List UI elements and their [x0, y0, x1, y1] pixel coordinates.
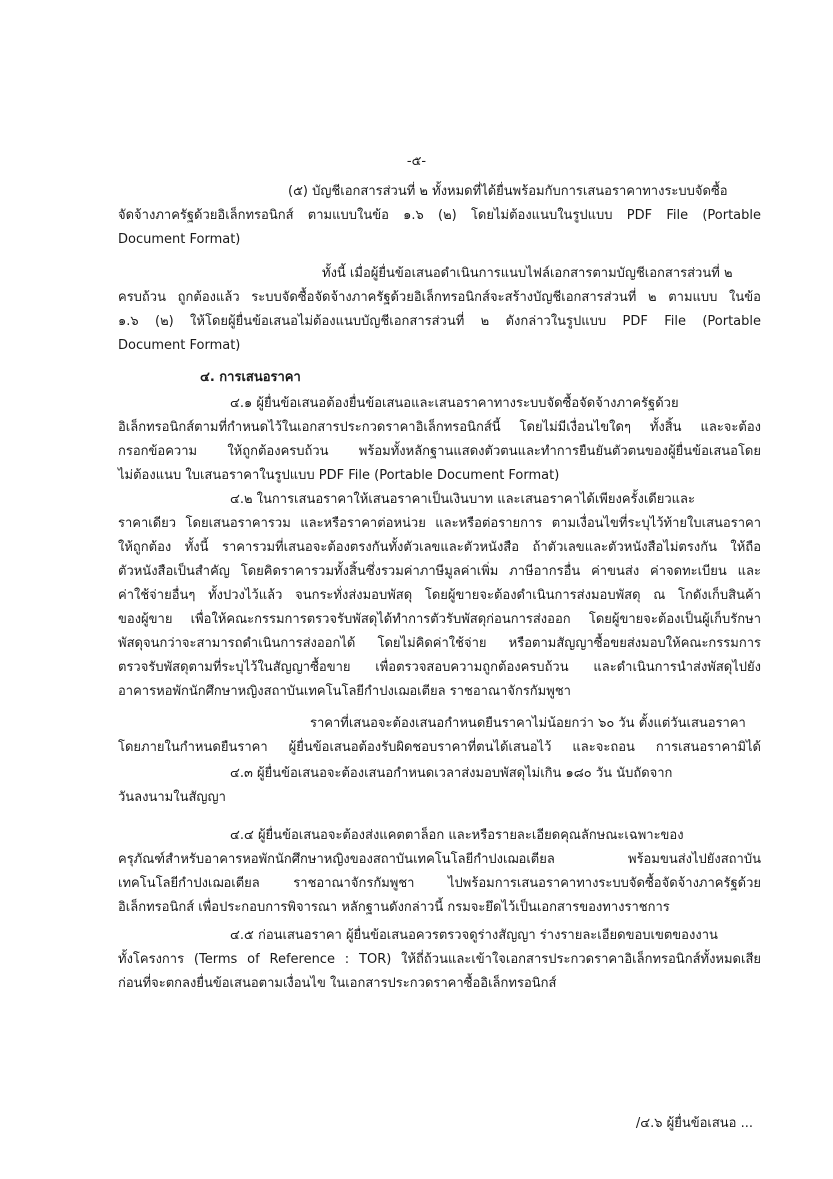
- text-line: ๔.๔ ผู้ยื่นข้อเสนอจะต้องส่งแคตตาล็อก และหรือรายละเอียดคุณลักษณะเฉพาะของ: [230, 828, 684, 843]
- text-line: (๕) บัญชีเอกสารส่วนที่ ๒ ทั้งหมดที่ได้ยื่นพร้อมกับการเสนอราคาทางระบบจัดซื้อ: [288, 184, 728, 199]
- text-line: ๔.๒ ในการเสนอราคาให้เสนอราคาเป็นเงินบาท และเสนอราคาได้เพียงครั้งเดียวและ: [230, 492, 695, 507]
- text-line: ๔.๕ ก่อนเสนอราคา ผู้ยื่นข้อเสนอควรตรวจดูร่างสัญญา ร่างรายละเอียดขอบเขตของงาน: [230, 928, 718, 943]
- section-heading: ๔. การเสนอราคา: [200, 370, 301, 385]
- text-line: ตัวหนังสือเป็นสำคัญ โดยคิดราคารวมทั้งสิ้นซึ่งรวมค่าภาษีมูลค่าเพิ่ม ภาษีอากรอื่น ค่าขนส่ง ค่าจดทะเบียน และ: [118, 564, 761, 579]
- text-line: ราคาที่เสนอจะต้องเสนอกำหนดยืนราคาไม่น้อยกว่า ๖๐ วัน ตั้งแต่วันเสนอราคา: [310, 716, 746, 731]
- continuation-note: /๔.๖ ผู้ยื่นข้อเสนอ ...: [635, 1116, 753, 1131]
- text-line: ครบถ้วน ถูกต้องแล้ว ระบบจัดซื้อจัดจ้างภาครัฐด้วยอิเล็กทรอนิกส์จะสร้างบัญชีเอกสารส่วนที่ ๒ ตามแบบ ในข้อ: [118, 290, 761, 305]
- text-line: อิเล็กทรอนิกส์ตามที่กำหนดไว้ในเอกสารประกวดราคาอิเล็กทรอนิกส์นี้ โดยไม่มีเงื่อนไขใดๆ ทั้งสิ้น และจะต้อง: [118, 420, 761, 435]
- text-line: ไม่ต้องแนบ ใบเสนอราคาในรูปแบบ PDF File (Portable Document Format): [118, 468, 560, 483]
- text-line: ตรวจรับพัสดุตามที่ระบุไว้ในสัญญาซื้อขาย เพื่อตรวจสอบความถูกต้องครบถ้วน และดำเนินการนำส่งพัสดุไปยัง: [118, 660, 761, 675]
- text-line: Document Format): [118, 338, 241, 353]
- text-line: เทคโนโลยีกำปงเฌอเตียล ราชอาณาจักรกัมพูชา ไปพร้อมการเสนอราคาทางระบบจัดซื้อจัดจ้างภาครัฐด้วย: [118, 876, 761, 891]
- text-line: ครุภัณฑ์สำหรับอาคารหอพักนักศึกษาหญิงของสถาบันเทคโนโลยีกำปงเฌอเตียล พร้อมขนส่งไปยังสถาบัน: [118, 852, 761, 867]
- text-line: Document Format): [118, 232, 241, 247]
- text-line: กรอกข้อความ ให้ถูกต้องครบถ้วน พร้อมทั้งหลักฐานแสดงตัวตนและทำการยืนยันตัวตนของผู้ยื่นข้อเสนอโดย: [118, 444, 761, 459]
- text-line: วันลงนามในสัญญา: [118, 790, 226, 805]
- text-line: อาคารหอพักนักศึกษาหญิงสถาบันเทคโนโลยีกำปงเฌอเตียล ราชอาณาจักรกัมพูชา: [118, 684, 571, 699]
- text-line: ค่าใช้จ่ายอื่นๆ ทั้งปวงไว้แล้ว จนกระทั่งส่งมอบพัสดุ โดยผู้ขายจะต้องดำเนินการส่งมอบพัสดุ ณ โกดังเก็บสินค้า: [118, 588, 761, 603]
- text-line: ๑.๖ (๒) ให้โดยผู้ยื่นข้อเสนอไม่ต้องแนบบัญชีเอกสารส่วนที่ ๒ ดังกล่าวในรูปแบบ PDF File (Portable: [118, 314, 761, 329]
- text-line: ๔.๓ ผู้ยื่นข้อเสนอจะต้องเสนอกำหนดเวลาส่งมอบพัสดุไม่เกิน ๑๘๐ วัน นับถัดจาก: [230, 766, 673, 781]
- text-line: ให้ถูกต้อง ทั้งนี้ ราคารวมที่เสนอจะต้องตรงกันทั้งตัวเลขและตัวหนังสือ ถ้าตัวเลขและตัวหนังสือไม่ตรงกัน ให้ถือ: [118, 540, 761, 555]
- text-line: โดยภายในกำหนดยืนราคา ผู้ยื่นข้อเสนอต้องรับผิดชอบราคาที่ตนได้เสนอไว้ และจะถอน การเสนอราคามิได้: [118, 740, 761, 755]
- text-line: ราคาเดียว โดยเสนอราคารวม และหรือราคาต่อหน่วย และหรือต่อรายการ ตามเงื่อนไขที่ระบุไว้ท้ายใบเสนอราคา: [118, 516, 761, 531]
- text-line: อิเล็กทรอนิกส์ เพื่อประกอบการพิจารณา หลักฐานดังกล่าวนี้ กรมจะยึดไว้เป็นเอกสารของทางราชการ: [118, 900, 670, 915]
- page-number: -๕-: [406, 154, 427, 169]
- text-line: ๔.๑ ผู้ยื่นข้อเสนอต้องยื่นข้อเสนอและเสนอราคาทางระบบจัดซื้อจัดจ้างภาครัฐด้วย: [230, 396, 679, 411]
- text-line: ทั้งนี้ เมื่อผู้ยื่นข้อเสนอดำเนินการแนบไฟล์เอกสารตามบัญชีเอกสารส่วนที่ ๒: [322, 266, 733, 281]
- text-line: ของผู้ขาย เพื่อให้คณะกรรมการตรวจรับพัสดุได้ทำการตัวรับพัสดุก่อนการส่งออก โดยผู้ขายจะต้องเป็นผู้เก็บรักษา: [118, 612, 761, 627]
- text-line: จัดจ้างภาครัฐด้วยอิเล็กทรอนิกส์ ตามแบบในข้อ ๑.๖ (๒) โดยไม่ต้องแนบในรูปแบบ PDF File (Portable: [118, 208, 761, 223]
- text-line: ทั้งโครงการ (Terms of Reference : TOR) ให้ถี่ถ้วนและเข้าใจเอกสารประกวดราคาอิเล็กทรอนิกส์ทั้งหมดเสีย: [118, 952, 761, 967]
- text-line: ก่อนที่จะตกลงยื่นข้อเสนอตามเงื่อนไข ในเอกสารประกวดราคาซื้ออิเล็กทรอนิกส์: [118, 976, 557, 991]
- text-line: พัสดุจนกว่าจะสามารถดำเนินการส่งออกได้ โดยไม่คิดค่าใช้จ่าย หรือตามสัญญาซื้อขยส่งมอบให้คณะกรรมการ: [118, 636, 761, 651]
